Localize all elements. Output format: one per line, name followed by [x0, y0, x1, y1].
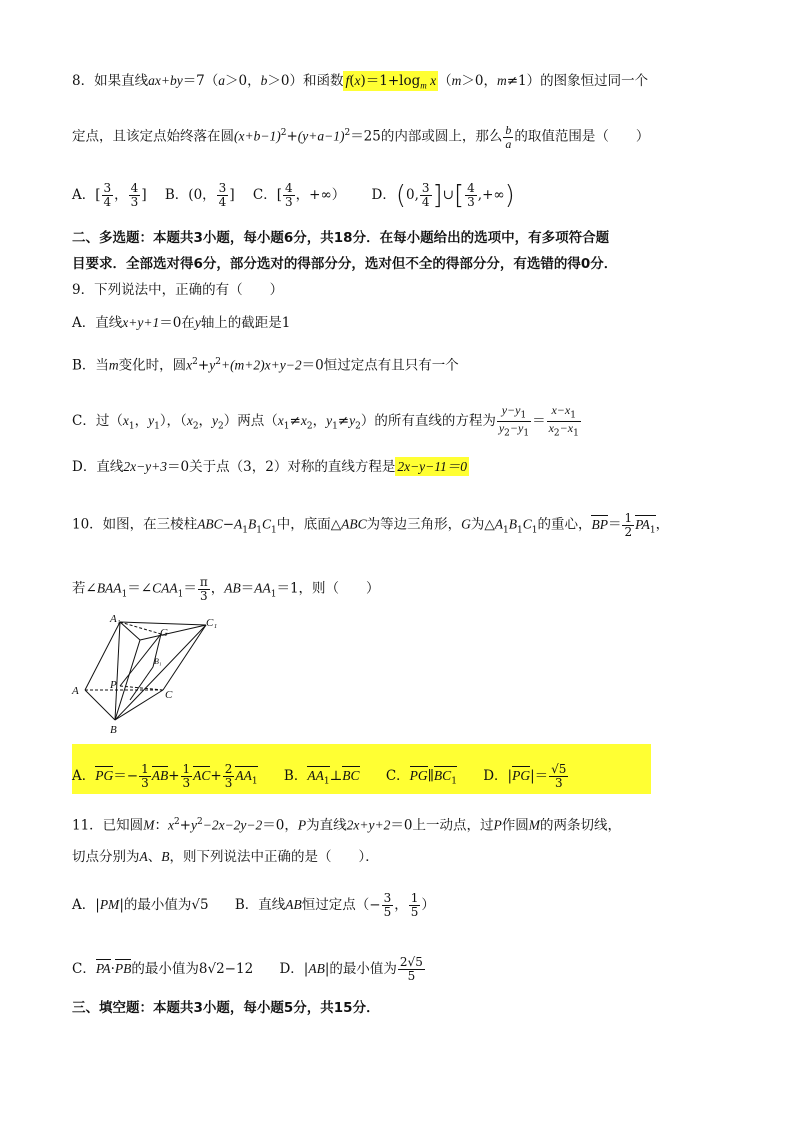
q11-option-b: B．直线AB恒过定点（− $\frac{3}{5}$ ， $\frac{1}{5}$ ） — [234, 891, 435, 919]
q8-line1: 8．如果直线ax+by＝7（a＞0，b＞0）和函数 $f(x)=1+\log_m$ x （m＞0，m≠1）的图象恒过同一个 — [72, 73, 649, 91]
q9-stem: 9．下列说法中，正确的有（ ） — [72, 282, 284, 298]
label-b: B — [110, 724, 117, 736]
section3-heading: 三、填空题：本题共3小题，每小题5分，共15分． — [72, 1000, 380, 1016]
label-c: C — [165, 689, 173, 701]
q9c-fraction-y: $\frac{y-y_1}{y_2-y_1}$ — [498, 403, 530, 439]
q11-options-cd — [72, 956, 734, 982]
prism-figure — [68, 612, 238, 737]
q11-option-c: C．PA·PB的最小值为8√2−12 — [72, 960, 254, 977]
line-p-c-hidden — [120, 686, 163, 690]
edge-a1-c1 — [120, 622, 206, 625]
q9-highlight-answer: 2x−y−11＝0 — [397, 459, 468, 474]
q11-option-a: A．|PM|的最小值为√5 — [72, 896, 209, 913]
q10-option-c: C．$PG\parallel BC_1$ — [385, 767, 457, 787]
q9-option-a: A．直线x+y+1＝0在y轴上的截距是1 — [72, 315, 291, 331]
q8-option-c: C．[ $\frac{4}{3}$ ，+∞） — [252, 181, 346, 209]
q10-option-d: D．|PG|＝ $\frac{√5}{3}$ — [483, 762, 567, 790]
q9c-fraction-x: $\frac{x-x_1}{x_2-x_1}$ — [548, 403, 579, 439]
section2-heading-line2: 目要求．全部选对得6分，部分选对的得部分分，选对但不全的得部分分，有选错的得0分． — [72, 256, 618, 272]
q10-line1: 10．如图，在三棱柱$ABC-A_1B_1C_1$中，底面△ABC为等边三角形，G为$\triangle A_1B_1C_1$的重心，BP＝ $\frac{1}{2}$ $PA_1$， — [72, 511, 670, 539]
q9-option-c: C．过（$x_1$，$y_1$），（$x_2$，$y_2$）两点（$x_1\ne x_2$，$y_1\ne y_2$）的所有直线的方程为 $\frac{y-y_1}{y_2-y_1}$ ＝ $\frac{x-x_1}{x_2-x_1}$ — [72, 403, 579, 439]
q8-fraction-b-over-a: $\frac{b}{a}$ — [505, 123, 512, 151]
label-g: G — [160, 627, 168, 639]
q8-option-a: A．[ $\frac{3}{4}$ ， $\frac{4}{3}$ ] — [72, 181, 147, 209]
label-a1: A₁ — [110, 613, 121, 625]
q8-option-d: D．(0, $\frac{3}{4}$ ]∪[ $\frac{4}{3}$ ,+∞) — [371, 180, 515, 211]
q10-option-a: A．PG＝− $\frac{1}{3}$ AB+ $\frac{1}{3}$ AC+ $\frac{2}{3}$ $AA_1$ — [72, 762, 258, 790]
label-p: P — [110, 679, 117, 691]
q8-highlight-function: $f(x)=1+\log_m$ x — [345, 73, 437, 91]
label-a: A — [72, 685, 79, 697]
q9-option-b: B．当m变化时，圆$x^2+y^2+(m+2)x+y-2=0$恒过定点有且只有一个 — [72, 357, 459, 374]
q11-option-d: D．|AB|的最小值为 $\frac{2√5}{5}$ — [279, 955, 423, 983]
edge-c-c1 — [163, 625, 206, 690]
q8-options — [72, 180, 734, 211]
q11-line2: 切点分别为A、B，则下列说法中正确的是（ ）． — [72, 849, 379, 865]
edge-b-c1 — [115, 625, 206, 720]
section2-heading-line1: 二、多选题：本题共3小题，每小题6分，共18分．在每小题给出的选项中，有多项符合题 — [72, 230, 610, 246]
q8-line2: 定点，且该定点始终落在圆$(x+b-1)^2+(y+a-1)^2=25$的内部或圆上，那么 $\frac{b}{a}$ 的取值范围是（ ） — [72, 123, 650, 151]
label-b1: B₁ — [154, 657, 162, 666]
q10-options — [72, 763, 734, 789]
label-c1: C₁ — [206, 617, 218, 629]
edge-b1-c1 — [140, 625, 206, 640]
q10-option-b: B．$AA_1\perp BC$ — [283, 767, 360, 787]
q8-option-b: B．(0， $\frac{3}{4}$ ] — [164, 181, 235, 209]
q9-option-d: D．直线2x−y+3＝0关于点（3，2）对称的直线方程是 2x−y−11＝0 — [72, 459, 468, 475]
edge-a-b — [85, 690, 115, 720]
q10-line2: 若$\angle BAA_1=\angle CAA_1=$ $\frac{\pi}{3}$ ，$AB=AA_1=1$，则（ ） — [72, 575, 380, 603]
q11-line1: 11．已知圆M：$x^2+y^2-2x-2y-2=0$，P为直线2x+y+2＝0上一动点，过P作圆M的两条切线， — [72, 817, 621, 834]
q11-options-ab — [72, 892, 734, 918]
